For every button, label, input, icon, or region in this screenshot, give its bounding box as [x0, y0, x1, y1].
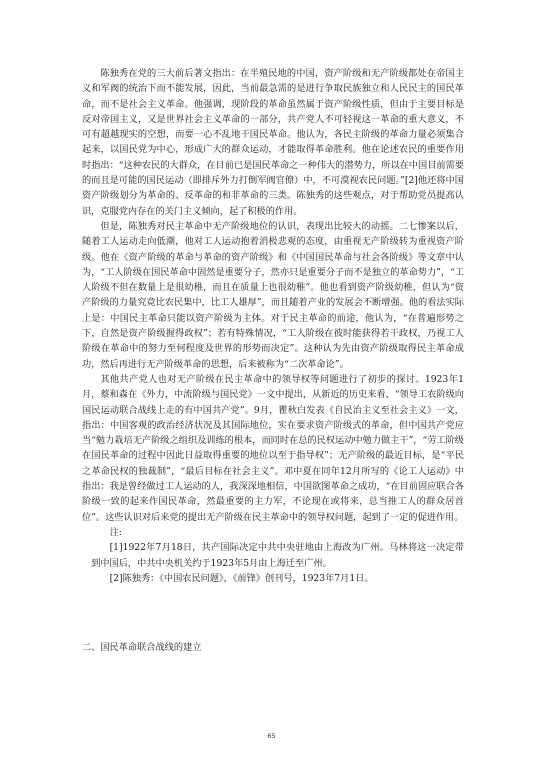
- body-paragraph: 陈独秀在党的三大前后著文指出：在半殖民地的中国，资产阶级和无产阶级都处在帝国主义和军阀的统治下而不能发展，因此，当前最急需的是进行争取民族独立和人民民主的国民革命，而不是社会主义革命。他强调，现阶段的革命虽然属于资产阶级性质，但由于主要目标是反对帝国主义，又是世界社会主义革命的一部分，共产党人不可轻视这一革命的重大意义，不可有超越现实的空想，而要一心不乱地干国民革命。他认为，各民主阶级的革命力量必须集合起来，以国民党为中心，形成广大的群众运动，才能取得革命胜利。他在论述农民的重要作用时指出：“这种农民的大群众，在目前已是国民革命之一种伟大的潜势力，所以在中国目前需要的而且是可能的国民运动（即排斥外力打倒军阀官僚）中，不可漠视农民问题。”[2]他还将中国资产阶级划分为革命的、反革命的和非革命的三类。陈独秀的这些观点，对于帮助党员提高认识，克服党内存在的关门主义倾向，起了积极的作用。: [82, 68, 464, 217]
- body-paragraph: 但是，陈独秀对民主革命中无产阶级地位的认识，表现出比较大的动摇。二七惨案以后，随着工人运动走向低潮，他对工人运动抱着消极悲观的态度，由重视无产阶级转为重视资产阶级。他在《资产阶级的革命与革命的资产阶级》和《中国国民革命与社会各阶级》等文章中认为，“工人阶级在国民革命中固然是重要分子，然亦只是重要分子而不是独立的革命势力”，“工人阶级不但在数量上是很幼稚，而且在质量上也很幼稚”。他也看到资产阶级幼稚，但认为“资产阶级的力量究竟比农民集中，比工人雄厚”，而且随着产业的发展会不断增强。他的看法实际上是：中国民主革命只能以资产阶级为主体。对于民主革命的前途，他认为，“在普遍形势之下，自然是资产阶级握得政权”；若有特殊情况，“工人阶级在彼时能获得若干政权，乃视工人阶级在革命中的努力至何程度及世界的形势而决定”。这种认为先由资产阶级取得民主革命成功，然后再进行无产阶级革命的思想，后来被称为“二次革命论”。: [82, 220, 464, 370]
- body-text: [82, 66, 464, 586]
- body-paragraph: 其他共产党人也对无产阶级在民主革命中的领导权等问题进行了初步的探讨。1923年1月，蔡和森在《外力，中流阶级与国民党》一文中提出，从新近的历史来看，“领导工农阶级向国民运动联合战线上走的有中国共产党”。9月，瞿秋白发表《自民治主义至社会主义》一文，指出：中国客观的政治经济状况及其国际地位，实在要求资产阶级式的革命，但中国共产党应当“勉力栽培无产阶级之组织及训练的根本，而同时在总的民权运动中勉力做主干”，“劳工阶级在国民革命的过程中因此日益取得重要的地位以至于指导权”；无产阶级的最近目标，是“平民之革命民权的独裁制”，“最后目标在社会主义”。邓中夏在同年12月所写的《论工人运动》中指出：我是曾经做过工人运动的人，我深深地相信，中国欲图革命之成功，“在目前固应联合各阶级一致的起来作国民革命，然最重要的主力军，不论现在或将来，总当推工人的群众居首位”。这些认识对后来党的提出无产阶级在民主革命中的领导权问题，起到了一定的促进作用。: [82, 373, 464, 523]
- page-number: 65: [267, 732, 276, 740]
- footnote: [1]1922年7月18日，共产国际决定中共中央驻地由上海改为广州。马林将这一决定带到中国后，中共中央机关约于1923年5月由上海迁至广州。: [91, 542, 464, 569]
- section-heading: 二、国民革命联合战线的建立: [82, 642, 202, 653]
- footnote: [2]陈独秀：《中国农民问题》，《前锋》创刊号，1923年7月1日。: [109, 572, 374, 584]
- notes-label: 注:: [109, 526, 122, 538]
